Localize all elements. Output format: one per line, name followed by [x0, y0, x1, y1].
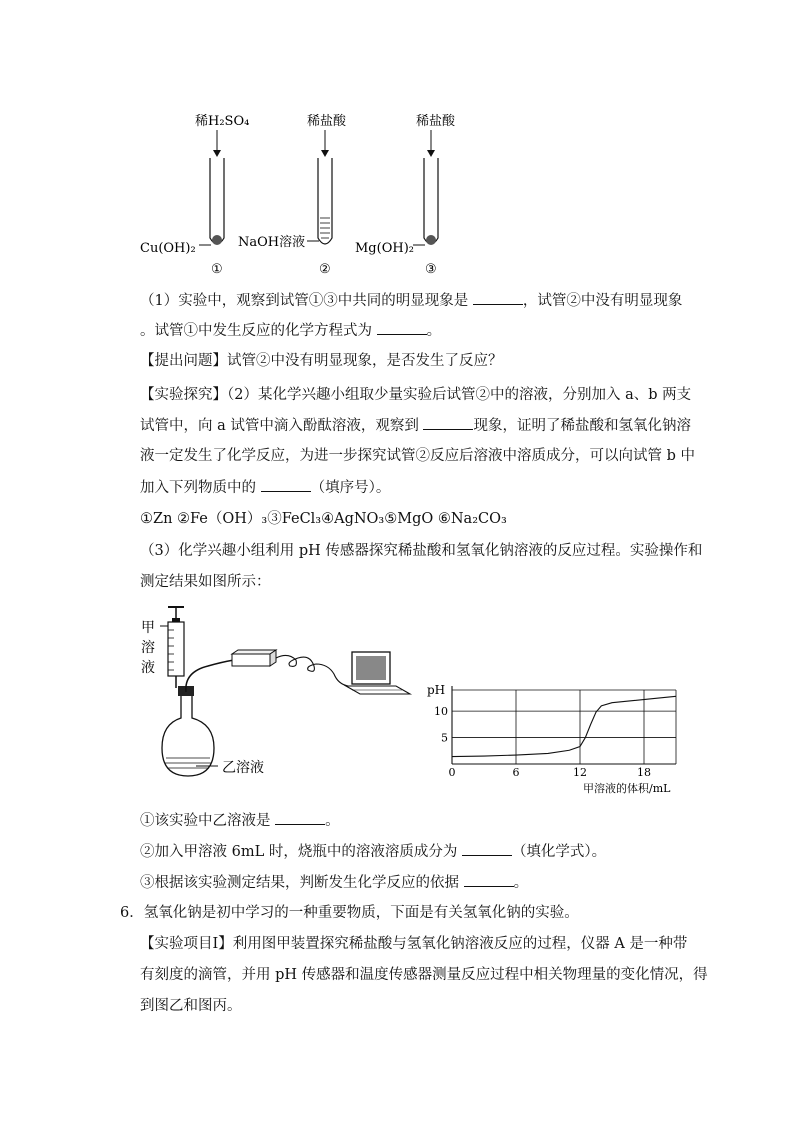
svg-text:甲: 甲 — [141, 620, 155, 636]
ph-sensor-box — [232, 650, 276, 666]
answer-blank[interactable] — [473, 290, 523, 305]
q3-line1: （3）化学兴趣小组利用 pH 传感器探究稀盐酸和氢氧化钠溶液的反应过程。实验操作和 — [140, 543, 703, 559]
x-tick-label: 0 — [448, 766, 456, 779]
tube3-reagent-label: 稀盐酸 — [416, 114, 456, 129]
answer-blank[interactable] — [261, 477, 311, 492]
ph-curve — [452, 696, 676, 756]
coiled-cable — [276, 655, 348, 686]
answer-blank[interactable] — [377, 320, 427, 335]
apparatus-figure — [138, 600, 423, 790]
chart-series — [452, 696, 676, 756]
subq-3: ③根据该实验测定结果，判断发生化学反应的依据 。 — [140, 872, 528, 893]
jia-solution-label — [141, 620, 155, 676]
answer-blank[interactable] — [462, 841, 512, 856]
q6-line4: 到图乙和图丙。 — [140, 998, 242, 1014]
subq-2: ②加入甲溶液 6mL 时，烧瓶中的溶液溶质成分为 （填化学式）。 — [140, 841, 606, 862]
tube2-solution-label: NaOH溶液 — [238, 235, 306, 250]
answer-blank[interactable] — [275, 810, 325, 825]
test-tube-3 — [355, 113, 456, 277]
chart-xlabel: 甲溶液的体积/mL — [583, 782, 671, 795]
y-tick-label: 5 — [441, 731, 448, 745]
svg-text:液: 液 — [141, 660, 155, 676]
raise-question: 【提出问题】试管②中没有明显现象，是否发生了反应？ — [140, 353, 503, 369]
round-flask — [162, 696, 214, 776]
chart-grid — [452, 690, 676, 764]
test-tube-1 — [140, 113, 249, 277]
x-tick-label: 18 — [637, 766, 651, 779]
answer-blank[interactable] — [423, 415, 473, 430]
ph-chart — [425, 678, 687, 800]
laptop-icon — [346, 652, 410, 694]
tube2-reagent-label: 稀盐酸 — [307, 114, 347, 129]
burette — [168, 607, 184, 688]
q3-line2: 测定结果如图所示： — [140, 574, 271, 590]
chart-ylabel: pH — [427, 683, 446, 697]
subq-1: ①该实验中乙溶液是 。 — [140, 810, 340, 831]
chart-axes — [452, 686, 676, 764]
q2-line4: 加入下列物质中的 （填序号）。 — [140, 477, 390, 498]
q6-line1: 6．氢氧化钠是初中学习的一种重要物质，下面是有关氢氧化钠的实验。 — [120, 905, 579, 921]
svg-text:溶: 溶 — [141, 640, 155, 656]
x-tick-label: 6 — [512, 766, 520, 779]
q6-line3: 有刻度的滴管，并用 pH 传感器和温度传感器测量反应过程中相关物理量的变化情况，得 — [140, 967, 708, 983]
y-tick-label: 10 — [434, 705, 448, 719]
tube1-number: ① — [211, 262, 223, 277]
tube2-number: ② — [319, 262, 331, 277]
chart-ticks — [434, 705, 651, 779]
x-tick-label: 12 — [573, 766, 587, 779]
q6-line2: 【实验项目Ⅰ】利用图甲装置探究稀盐酸与氢氧化钠溶液反应的过程，仪器 A 是一种带 — [140, 936, 688, 952]
q2-line1: 【实验探究】（2）某化学兴趣小组取少量实验后试管②中的溶液，分别加入 a、b 两支 — [140, 387, 692, 403]
q1-line1: （1）实验中，观察到试管①③中共同的明显现象是 ，试管②中没有明显现象 — [140, 290, 682, 311]
q2-line2: 试管中，向 a 试管中滴入酚酞溶液，观察到 现象，证明了稀盐酸和氢氧化钠溶 — [140, 415, 691, 436]
test-tube-2 — [238, 113, 347, 277]
tube1-solid-label: Cu(OH)₂ — [140, 241, 196, 256]
q1-line2: 。试管①中发生反应的化学方程式为 。 — [140, 320, 441, 341]
test-tube-figure — [135, 100, 465, 285]
tube1-reagent-label: 稀H₂SO₄ — [195, 114, 250, 129]
tube3-solid-label: Mg(OH)₂ — [355, 241, 414, 256]
answer-blank[interactable] — [464, 872, 514, 887]
yi-solution-label: 乙溶液 — [222, 760, 264, 776]
q2-line3: 液一定发生了化学反应，为进一步探究试管②反应后溶液中溶质成分，可以向试管 b 中 — [140, 448, 695, 464]
tube3-number: ③ — [425, 262, 437, 277]
q2-options: ①Zn ②Fe（OH）₃③FeCl₃④AgNO₃⑤MgO ⑥Na₂CO₃ — [140, 511, 507, 527]
